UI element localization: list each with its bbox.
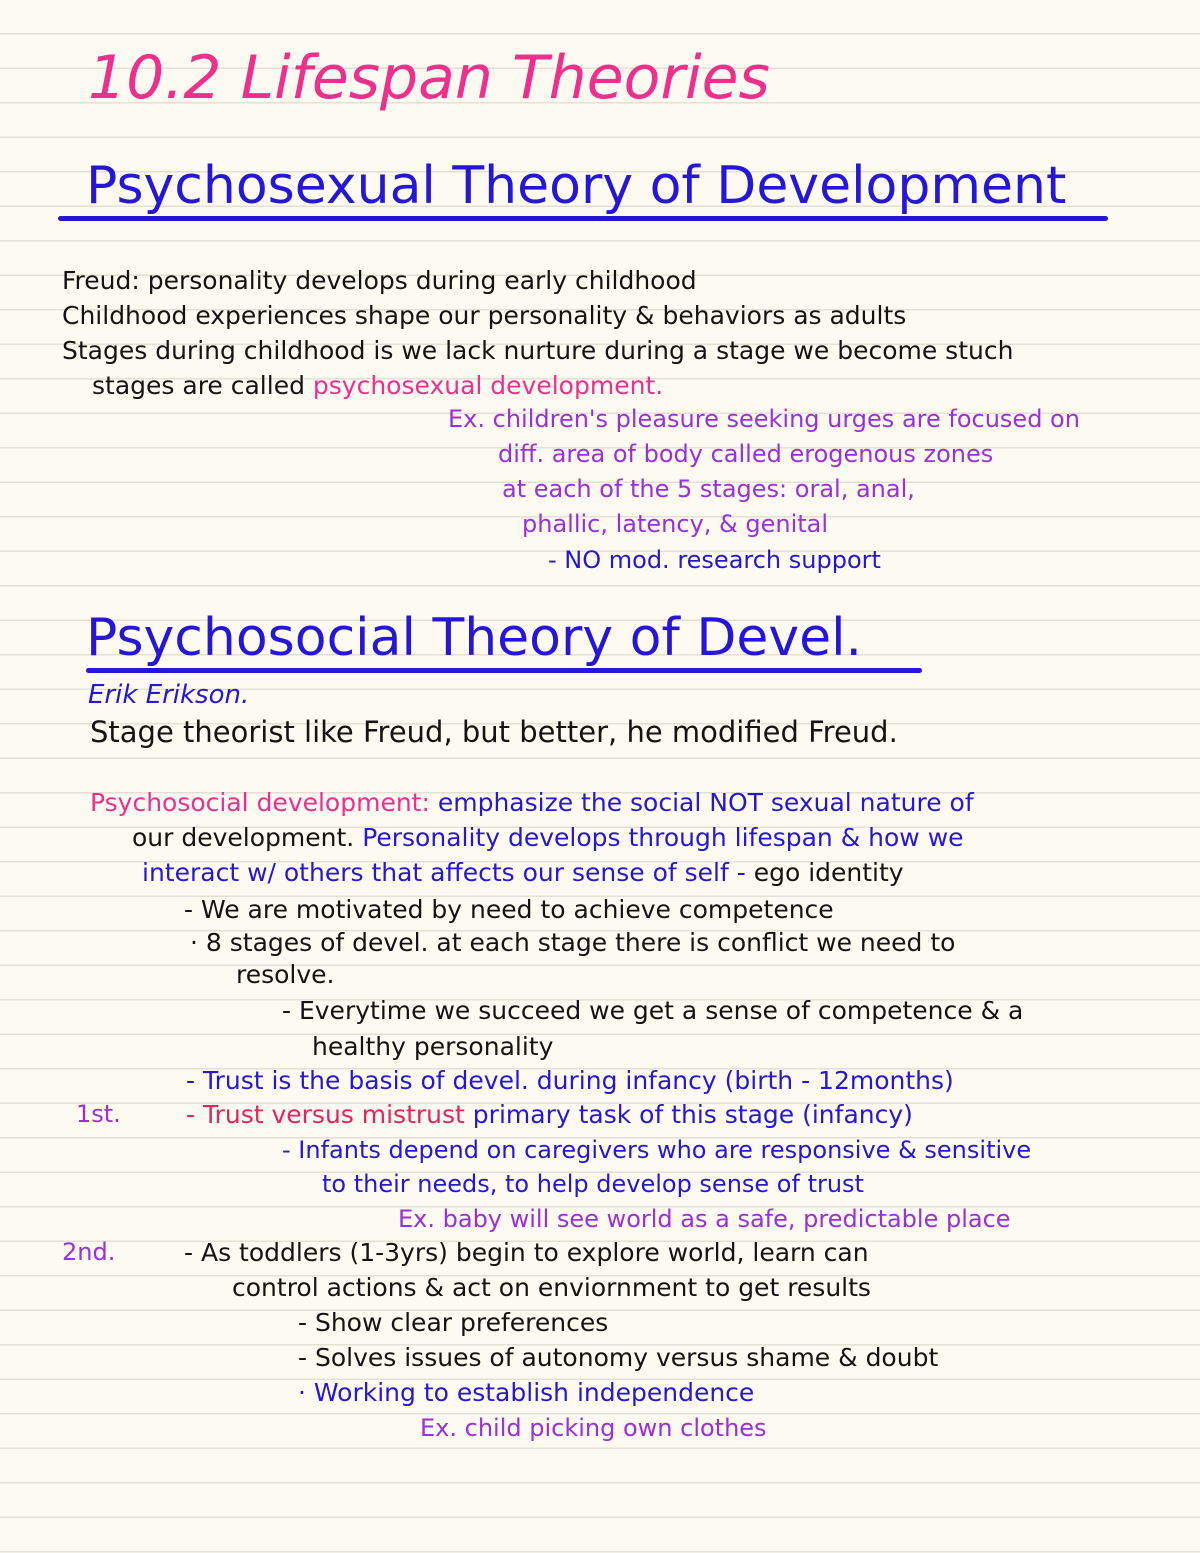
example-line: at each of the 5 stages: oral, anal, [502, 475, 915, 503]
sub-bullet-line: · Working to establish independence [298, 1378, 755, 1407]
note-line [132, 825, 964, 850]
note-text: Personality develops through lifespan & how we [362, 823, 964, 852]
key-term: psychosexual development. [312, 371, 664, 400]
example-line: - NO mod. research support [548, 546, 881, 574]
key-term: Psychosocial development: [90, 788, 430, 817]
heading-underline [86, 668, 922, 673]
note-text: primary task of this stage (infancy) [472, 1100, 913, 1129]
example-line: Ex. child picking own clothes [420, 1414, 767, 1442]
section-heading-psychosexual: Psychosexual Theory of Development [86, 156, 1067, 216]
example-line: Ex. children's pleasure seeking urges are focused on [448, 405, 1080, 433]
note-text: ego identity [753, 858, 904, 887]
sub-bullet-line: - Everytime we succeed we get a sense of competence & a [282, 996, 1024, 1025]
note-text: stages are called [92, 371, 305, 400]
sub-bullet-line: to their needs, to help develop sense of trust [322, 1170, 864, 1198]
sub-bullet-line: - Solves issues of autonomy versus shame & doubt [298, 1343, 939, 1372]
bullet-line: - We are motivated by need to achieve competence [184, 895, 834, 924]
key-term: - Trust versus mistrust [186, 1100, 465, 1129]
stage-label-2nd: 2nd. [62, 1238, 116, 1266]
note-text: emphasize the social NOT sexual nature of [437, 788, 974, 817]
sub-bullet-line: - Infants depend on caregivers who are responsive & sensitive [282, 1136, 1032, 1164]
page-title: 10.2 Lifespan Theories [88, 43, 770, 113]
stage-line: - As toddlers (1-3yrs) begin to explore world, learn can [184, 1238, 869, 1267]
bullet-line: - Trust is the basis of devel. during infancy (birth - 12months) [186, 1066, 954, 1095]
example-line: Ex. baby will see world as a safe, predictable place [398, 1205, 1011, 1233]
stage-line [186, 1102, 913, 1127]
example-line: phallic, latency, & genital [522, 510, 829, 538]
note-line [142, 860, 904, 885]
example-line: diff. area of body called erogenous zones [498, 440, 994, 468]
section-heading-psychosocial: Psychosocial Theory of Devel. [86, 608, 863, 668]
note-text: our development. [132, 823, 355, 852]
bullet-line: · 8 stages of devel. at each stage there is conflict we need to [190, 928, 956, 957]
heading-underline [58, 216, 1108, 221]
stage-label-1st: 1st. [76, 1100, 121, 1128]
sub-bullet-line: healthy personality [312, 1032, 554, 1061]
note-text: interact w/ others that affects our sense of self - [142, 858, 746, 887]
bullet-line: resolve. [236, 960, 335, 989]
sub-bullet-line: - Show clear preferences [298, 1308, 609, 1337]
note-line: Childhood experiences shape our personality & behaviors as adults [62, 301, 907, 330]
author-name: Erik Erikson. [88, 680, 250, 710]
note-line: Stage theorist like Freud, but better, he modified Freud. [90, 715, 898, 749]
stage-line: control actions & act on enviornment to get results [232, 1273, 871, 1302]
note-line: Stages during childhood is we lack nurture during a stage we become stuch [62, 336, 1014, 365]
note-line [92, 373, 663, 398]
note-line: Freud: personality develops during early childhood [62, 266, 697, 295]
note-line [90, 790, 974, 815]
